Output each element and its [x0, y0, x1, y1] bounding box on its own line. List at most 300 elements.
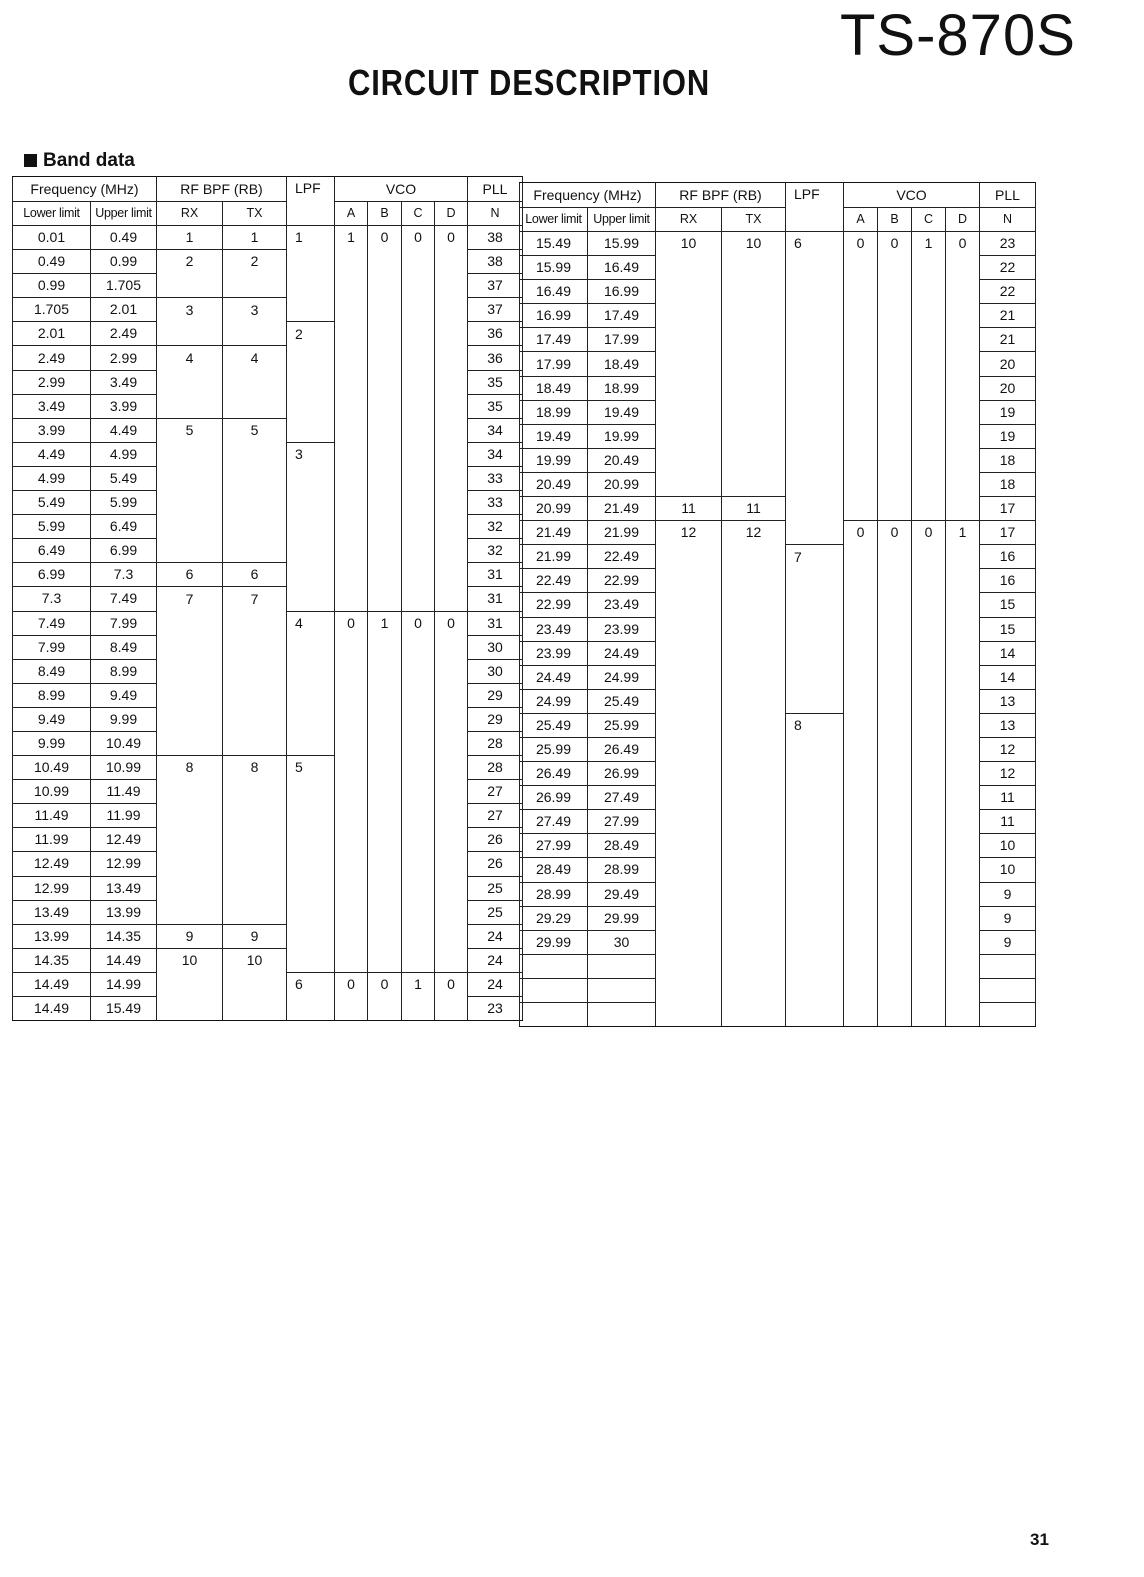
col-tx: TX [722, 208, 786, 232]
table-row [13, 900, 523, 924]
cell-rx [157, 972, 223, 996]
cell-tx [223, 611, 287, 635]
cell-a [844, 472, 878, 496]
cell-lower: 22.99 [520, 593, 588, 617]
cell-n: 24 [468, 924, 523, 948]
cell-lower: 8.99 [13, 683, 91, 707]
cell-c [912, 906, 946, 930]
col-upper-limit: Upper limit [91, 202, 157, 226]
cell-upper: 10.49 [91, 731, 157, 755]
cell-lower: 11.99 [13, 828, 91, 852]
cell-d [946, 858, 980, 882]
cell-lpf [287, 876, 335, 900]
cell-lower: 9.99 [13, 731, 91, 755]
cell-c [912, 569, 946, 593]
cell-lower: 21.99 [520, 545, 588, 569]
cell-d [435, 756, 468, 780]
cell-tx [223, 804, 287, 828]
cell-rx [157, 491, 223, 515]
cell-b [368, 274, 402, 298]
cell-rx [656, 762, 722, 786]
cell-tx [722, 1003, 786, 1027]
model-name: TS-870S [840, 3, 1076, 68]
cell-c [912, 280, 946, 304]
cell-a [844, 882, 878, 906]
cell-lower: 0.49 [13, 250, 91, 274]
cell-lower: 17.99 [520, 352, 588, 376]
cell-c: 0 [402, 611, 435, 635]
cell-upper: 12.49 [91, 828, 157, 852]
cell-rx [157, 635, 223, 659]
cell-upper: 16.99 [588, 280, 656, 304]
table-row [520, 810, 1036, 834]
cell-rx [656, 424, 722, 448]
cell-a [335, 659, 368, 683]
cell-n: 38 [468, 226, 523, 250]
cell-d [435, 997, 468, 1021]
cell-n: 25 [468, 876, 523, 900]
cell-upper: 10.99 [91, 756, 157, 780]
cell-tx: 9 [223, 924, 287, 948]
cell-lpf [786, 834, 844, 858]
table-row [13, 491, 523, 515]
col-vco: VCO [335, 177, 468, 202]
cell-a [844, 304, 878, 328]
cell-lpf [786, 665, 844, 689]
table-row [13, 948, 523, 972]
cell-lower: 24.49 [520, 665, 588, 689]
cell-d [946, 304, 980, 328]
cell-d [435, 683, 468, 707]
cell-b [878, 882, 912, 906]
col-rf-bpf: RF BPF (RB) [656, 183, 786, 208]
cell-c [402, 659, 435, 683]
cell-upper: 20.49 [588, 448, 656, 472]
cell-d [946, 786, 980, 810]
cell-a [844, 400, 878, 424]
cell-rx: 10 [656, 232, 722, 256]
cell-c [402, 346, 435, 370]
table-row [520, 376, 1036, 400]
cell-lower: 5.99 [13, 515, 91, 539]
cell-lpf: 6 [786, 232, 844, 256]
cell-lower: 1.705 [13, 298, 91, 322]
col-frequency: Frequency (MHz) [13, 177, 157, 202]
cell-d [946, 713, 980, 737]
cell-d [435, 515, 468, 539]
cell-a [335, 756, 368, 780]
cell-d [946, 762, 980, 786]
cell-n: 38 [468, 250, 523, 274]
cell-d [946, 472, 980, 496]
cell-lower: 25.49 [520, 713, 588, 737]
cell-upper: 28.49 [588, 834, 656, 858]
cell-lower [520, 978, 588, 1002]
cell-lpf [786, 304, 844, 328]
cell-lpf: 5 [287, 756, 335, 780]
cell-rx: 4 [157, 346, 223, 370]
cell-lpf [786, 497, 844, 521]
cell-b [368, 250, 402, 274]
cell-d [435, 491, 468, 515]
cell-c [912, 400, 946, 424]
cell-rx: 8 [157, 756, 223, 780]
cell-lpf [786, 424, 844, 448]
cell-lower: 3.49 [13, 394, 91, 418]
cell-rx [656, 328, 722, 352]
cell-c: 0 [912, 521, 946, 545]
cell-a [335, 491, 368, 515]
cell-a [844, 762, 878, 786]
cell-n: 32 [468, 515, 523, 539]
cell-lower: 10.49 [13, 756, 91, 780]
cell-lower: 6.49 [13, 539, 91, 563]
cell-lpf [786, 376, 844, 400]
cell-b [368, 852, 402, 876]
cell-tx [722, 786, 786, 810]
cell-b [878, 280, 912, 304]
table-row [520, 472, 1036, 496]
cell-b [368, 539, 402, 563]
cell-rx [157, 370, 223, 394]
cell-d: 1 [946, 521, 980, 545]
cell-n: 24 [468, 972, 523, 996]
cell-b [368, 804, 402, 828]
cell-b [368, 924, 402, 948]
cell-upper: 8.99 [91, 659, 157, 683]
cell-n: 31 [468, 587, 523, 611]
cell-lpf [287, 491, 335, 515]
cell-lpf: 3 [287, 442, 335, 466]
cell-c [402, 948, 435, 972]
cell-b [878, 786, 912, 810]
cell-n: 12 [980, 762, 1036, 786]
cell-upper: 11.99 [91, 804, 157, 828]
cell-upper: 21.49 [588, 497, 656, 521]
table-row [520, 978, 1036, 1002]
cell-d: 0 [435, 226, 468, 250]
cell-c [912, 641, 946, 665]
cell-lpf [786, 1003, 844, 1027]
cell-c [912, 954, 946, 978]
col-n: N [468, 202, 523, 226]
cell-n: 26 [468, 852, 523, 876]
cell-b [368, 442, 402, 466]
cell-a [335, 563, 368, 587]
cell-rx: 7 [157, 587, 223, 611]
table-row [13, 539, 523, 563]
cell-b [368, 828, 402, 852]
table-row [13, 394, 523, 418]
cell-lpf [786, 256, 844, 280]
cell-rx [656, 737, 722, 761]
cell-n: 14 [980, 665, 1036, 689]
cell-lpf: 6 [287, 972, 335, 996]
cell-a [335, 466, 368, 490]
cell-d [946, 834, 980, 858]
cell-rx [157, 274, 223, 298]
cell-tx [722, 472, 786, 496]
table-row [13, 707, 523, 731]
col-upper-limit: Upper limit [588, 208, 656, 232]
cell-n: 20 [980, 376, 1036, 400]
cell-lpf [287, 539, 335, 563]
col-rx: RX [157, 202, 223, 226]
table-row [520, 424, 1036, 448]
cell-c [912, 472, 946, 496]
cell-b [878, 328, 912, 352]
cell-rx: 12 [656, 521, 722, 545]
cell-tx: 4 [223, 346, 287, 370]
cell-upper: 26.99 [588, 762, 656, 786]
cell-c [912, 978, 946, 1002]
cell-tx: 8 [223, 756, 287, 780]
cell-b [878, 689, 912, 713]
cell-c [912, 545, 946, 569]
col-tx: TX [223, 202, 287, 226]
table-row [13, 563, 523, 587]
cell-rx [157, 515, 223, 539]
cell-upper: 14.35 [91, 924, 157, 948]
cell-upper: 9.99 [91, 707, 157, 731]
cell-lower: 18.49 [520, 376, 588, 400]
cell-a [844, 1003, 878, 1027]
cell-lpf [287, 731, 335, 755]
cell-a [335, 346, 368, 370]
table-row [520, 858, 1036, 882]
cell-b [368, 563, 402, 587]
cell-tx [223, 442, 287, 466]
cell-n: 10 [980, 834, 1036, 858]
cell-n: 27 [468, 804, 523, 828]
cell-c [912, 737, 946, 761]
cell-b [878, 762, 912, 786]
cell-lower: 19.99 [520, 448, 588, 472]
cell-a [844, 280, 878, 304]
cell-tx: 3 [223, 298, 287, 322]
cell-rx [157, 707, 223, 731]
cell-upper: 3.99 [91, 394, 157, 418]
cell-lpf [786, 400, 844, 424]
cell-b: 0 [368, 226, 402, 250]
table-row [13, 924, 523, 948]
cell-lower: 29.29 [520, 906, 588, 930]
cell-upper: 2.01 [91, 298, 157, 322]
cell-c [402, 635, 435, 659]
cell-a [844, 497, 878, 521]
cell-upper: 13.99 [91, 900, 157, 924]
cell-d [946, 569, 980, 593]
cell-a [335, 780, 368, 804]
cell-tx [722, 930, 786, 954]
cell-d [435, 948, 468, 972]
cell-a: 1 [335, 226, 368, 250]
cell-lower: 27.49 [520, 810, 588, 834]
cell-lpf [287, 924, 335, 948]
cell-lpf [287, 394, 335, 418]
cell-rx: 1 [157, 226, 223, 250]
cell-b [368, 346, 402, 370]
cell-n: 16 [980, 569, 1036, 593]
cell-rx [656, 810, 722, 834]
cell-a [844, 376, 878, 400]
cell-d [946, 810, 980, 834]
cell-b [878, 424, 912, 448]
cell-tx [223, 491, 287, 515]
cell-tx [223, 635, 287, 659]
cell-n: 20 [980, 352, 1036, 376]
cell-tx [722, 978, 786, 1002]
col-lower-limit: Lower limit [13, 202, 91, 226]
cell-lpf [786, 352, 844, 376]
cell-n: 34 [468, 418, 523, 442]
cell-b [368, 298, 402, 322]
cell-d [946, 665, 980, 689]
cell-lower: 17.49 [520, 328, 588, 352]
cell-b [368, 322, 402, 346]
cell-rx [656, 930, 722, 954]
col-c: C [912, 208, 946, 232]
cell-d [946, 930, 980, 954]
cell-c [912, 689, 946, 713]
cell-lpf [287, 274, 335, 298]
cell-lpf [786, 906, 844, 930]
cell-n: 29 [468, 707, 523, 731]
cell-lpf [287, 900, 335, 924]
cell-n: 19 [980, 400, 1036, 424]
cell-b [878, 448, 912, 472]
cell-lower: 27.99 [520, 834, 588, 858]
cell-d [435, 804, 468, 828]
cell-a [844, 978, 878, 1002]
cell-tx [722, 376, 786, 400]
cell-c [402, 274, 435, 298]
cell-d: 0 [435, 611, 468, 635]
table-row [13, 322, 523, 346]
cell-lpf [786, 762, 844, 786]
cell-lower: 4.99 [13, 466, 91, 490]
cell-rx [656, 834, 722, 858]
cell-c: 1 [912, 232, 946, 256]
cell-b: 0 [368, 972, 402, 996]
cell-d [946, 882, 980, 906]
cell-lpf [786, 569, 844, 593]
cell-rx [157, 611, 223, 635]
cell-lower: 10.99 [13, 780, 91, 804]
cell-n: 37 [468, 274, 523, 298]
cell-rx: 11 [656, 497, 722, 521]
cell-lower: 22.49 [520, 569, 588, 593]
cell-c [402, 683, 435, 707]
cell-rx [157, 876, 223, 900]
cell-lower: 0.99 [13, 274, 91, 298]
cell-upper: 2.49 [91, 322, 157, 346]
table-row [13, 972, 523, 996]
cell-tx [223, 731, 287, 755]
cell-c [912, 810, 946, 834]
cell-b [368, 394, 402, 418]
cell-upper: 0.49 [91, 226, 157, 250]
cell-lpf [287, 250, 335, 274]
cell-b [878, 545, 912, 569]
cell-tx [223, 707, 287, 731]
col-lpf: LPF [786, 183, 844, 232]
cell-lower: 21.49 [520, 521, 588, 545]
cell-tx [223, 274, 287, 298]
cell-b [368, 515, 402, 539]
cell-n: 9 [980, 882, 1036, 906]
cell-rx [656, 641, 722, 665]
cell-rx [656, 256, 722, 280]
cell-c [402, 924, 435, 948]
cell-rx [157, 539, 223, 563]
cell-c [912, 834, 946, 858]
cell-c [402, 900, 435, 924]
cell-rx [656, 978, 722, 1002]
cell-upper: 7.99 [91, 611, 157, 635]
cell-a [844, 786, 878, 810]
cell-lower: 3.99 [13, 418, 91, 442]
table-row [520, 497, 1036, 521]
cell-c [912, 858, 946, 882]
cell-lpf [786, 617, 844, 641]
cell-tx [722, 304, 786, 328]
cell-lower: 19.49 [520, 424, 588, 448]
cell-a: 0 [844, 521, 878, 545]
cell-lpf [287, 346, 335, 370]
table-row [13, 876, 523, 900]
cell-upper [588, 978, 656, 1002]
cell-tx: 6 [223, 563, 287, 587]
cell-tx [722, 641, 786, 665]
cell-c [402, 370, 435, 394]
cell-c [402, 828, 435, 852]
cell-n: 16 [980, 545, 1036, 569]
cell-d [946, 497, 980, 521]
cell-b: 1 [368, 611, 402, 635]
table-row [520, 256, 1036, 280]
cell-lpf [786, 521, 844, 545]
cell-upper: 15.99 [588, 232, 656, 256]
cell-upper: 15.49 [91, 997, 157, 1021]
table-row [520, 641, 1036, 665]
cell-upper [588, 1003, 656, 1027]
cell-d [946, 1003, 980, 1027]
cell-b [368, 707, 402, 731]
cell-a [335, 948, 368, 972]
cell-a [844, 665, 878, 689]
cell-c [402, 250, 435, 274]
cell-c [912, 593, 946, 617]
cell-lower: 15.99 [520, 256, 588, 280]
cell-lpf [786, 689, 844, 713]
cell-lower: 14.35 [13, 948, 91, 972]
cell-tx: 11 [722, 497, 786, 521]
cell-lower: 8.49 [13, 659, 91, 683]
cell-upper: 16.49 [588, 256, 656, 280]
cell-a [335, 731, 368, 755]
cell-n: 22 [980, 280, 1036, 304]
cell-n: 35 [468, 370, 523, 394]
cell-b [878, 858, 912, 882]
cell-tx [223, 997, 287, 1021]
cell-lpf: 4 [287, 611, 335, 635]
cell-d [435, 346, 468, 370]
col-vco: VCO [844, 183, 980, 208]
cell-c [912, 424, 946, 448]
cell-d [946, 376, 980, 400]
cell-rx [157, 997, 223, 1021]
